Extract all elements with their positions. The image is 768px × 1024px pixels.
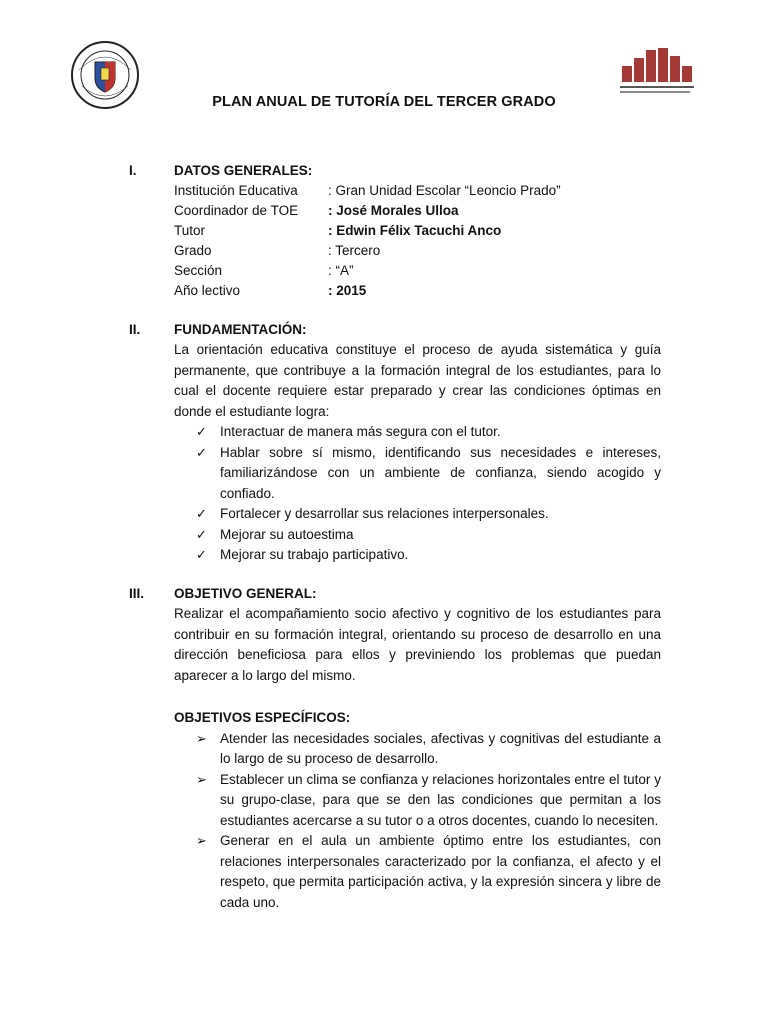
document-title: PLAN ANUAL DE TUTORÍA DEL TERCER GRADO <box>212 94 556 110</box>
list-item <box>174 831 661 913</box>
list-item <box>174 545 661 566</box>
row-label: Coordinador de TOE <box>174 203 299 218</box>
check-icon: ✓ <box>196 526 207 542</box>
row-label: Institución Educativa <box>174 183 298 198</box>
row-value: : Gran Unidad Escolar “Leoncio Prado” <box>328 183 561 198</box>
check-icon: ✓ <box>196 444 207 460</box>
general-data-row <box>174 261 661 281</box>
list-item-text: Hablar sobre sí mismo, identificando sus necesidades e intereses, familiarizándose con un ambiente de confianza, siendo acogido y confiado. <box>220 444 661 501</box>
general-data-table <box>174 181 661 301</box>
list-item-text: Mejorar su trabajo participativo. <box>220 547 409 562</box>
specific-objectives-heading: OBJETIVOS ESPECÍFICOS: <box>174 710 351 725</box>
list-item <box>174 729 661 770</box>
arrow-bullet-icon: ➢ <box>196 771 207 787</box>
section-heading: DATOS GENERALES: <box>174 163 313 178</box>
list-item-text: Mejorar su autoestima <box>220 526 354 542</box>
row-value: : “A” <box>328 263 354 278</box>
list-item-text: Interactuar de manera más segura con el tutor. <box>220 424 501 439</box>
fundamentacion-list <box>174 422 661 566</box>
general-data-row <box>174 221 661 241</box>
list-item-text: Atender las necesidades sociales, afectivas y cognitivas del estudiante a lo largo de su proceso de desarrollo. <box>220 730 661 766</box>
list-item <box>174 525 661 546</box>
fundamentacion-paragraph: La orientación educativa constituye el proceso de ayuda sistemática y guía permanente, que contribuye a la formación integral de los estudiantes, para lo cual el docente requiere estar preparado y crear las condiciones óptimas en donde el estudiante logra: <box>174 342 661 419</box>
check-icon: ✓ <box>196 547 207 562</box>
list-item <box>174 422 661 443</box>
row-value: : Edwin Félix Tacuchi Anco <box>328 223 502 238</box>
list-item-text: Generar en el aula un ambiente óptimo entre los estudiantes, con relaciones interpersonales caracterizado por la confianza, el afecto y el respeto, que permita participación activa, y la expresión sincera y libre de cada uno. <box>220 833 661 910</box>
section-number: II. <box>129 322 141 337</box>
arrow-bullet-icon: ➢ <box>196 833 207 848</box>
row-value: : 2015 <box>328 283 367 298</box>
general-data-row <box>174 241 661 261</box>
row-label: Año lectivo <box>174 283 241 298</box>
section-number: I. <box>129 163 137 178</box>
general-data-row <box>174 201 661 221</box>
list-item <box>174 504 661 525</box>
institution-bars-logo <box>618 44 698 100</box>
objetivo-body <box>174 604 661 913</box>
row-label: Sección <box>174 263 223 278</box>
list-item-text: Establecer un clima se confianza y relaciones horizontales entre el tutor y su grupo-clase, para que se den las condiciones que permitan a los estudiantes acercarse a su tutor o a otros docentes, cuando lo necesiten. <box>220 771 661 828</box>
list-item <box>174 443 661 505</box>
list-item-text: Fortalecer y desarrollar sus relaciones interpersonales. <box>220 506 549 521</box>
row-label: Tutor <box>174 223 206 238</box>
row-value: : José Morales Ulloa <box>328 203 459 218</box>
general-data-row <box>174 181 661 201</box>
objetivo-paragraph: Realizar el acompañamiento socio afectivo y cognitivo de los estudiantes para contribuir en su formación integral, orientando su proceso de desarrollo en una dirección beneficiosa para ellos y previniendo los problemas que puedan aparecer a lo largo del mismo. <box>174 606 661 683</box>
section-heading: FUNDAMENTACIÓN: <box>174 322 307 337</box>
list-item <box>174 770 661 832</box>
check-icon: ✓ <box>196 506 207 521</box>
arrow-bullet-icon: ➢ <box>196 730 207 746</box>
row-label: Grado <box>174 243 212 258</box>
general-data-row <box>174 281 661 301</box>
check-icon: ✓ <box>196 424 207 439</box>
fundamentacion-body <box>174 340 661 566</box>
section-number: III. <box>129 586 145 601</box>
section-heading: OBJETIVO GENERAL: <box>174 586 317 601</box>
specific-objectives-list <box>174 729 661 914</box>
row-value: : Tercero <box>328 243 381 258</box>
